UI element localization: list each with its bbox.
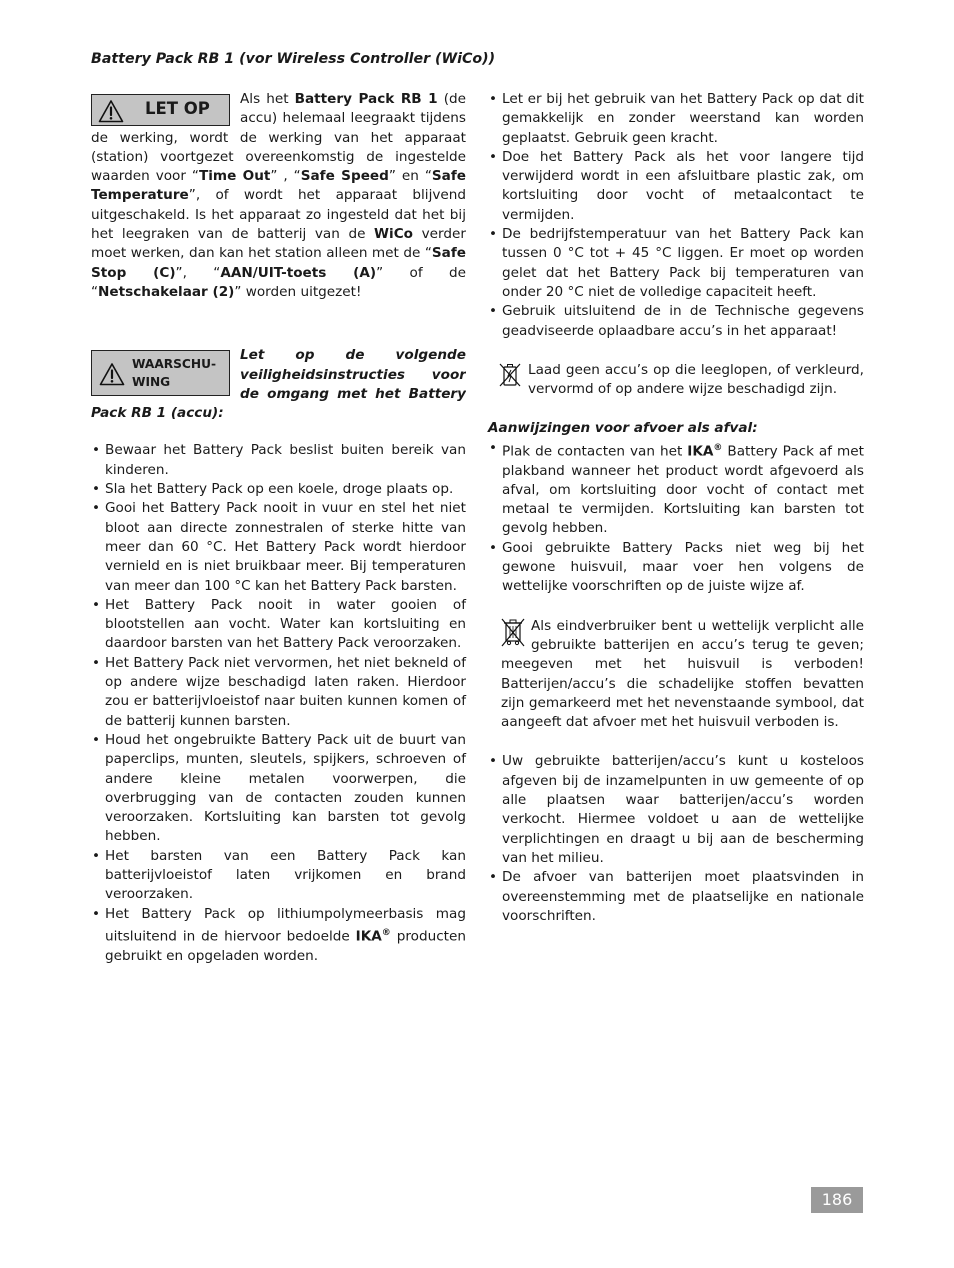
text: Het Battery Pack op lithiumpolymeerbasis mag uitsluitend in de hiervoor bedoelde <box>105 905 466 945</box>
text: producten gebruikt en opgeladen worden. <box>105 928 466 964</box>
spacer <box>91 306 466 346</box>
list-item: • Houd het ongebruikte Battery Pack uit de buurt van paperclips, munten, sleutels, spijkers, schroeven of andere kleine metalen voorwerpen, die overbrugging van de contacten zouden kunnen veroorzaken. Kortsluiting kan barsten tot gevolg hebben. <box>91 731 466 847</box>
list-item: • Sla het Battery Pack op een koele, droge plaats op. <box>91 480 466 499</box>
text: ”, of wordt het apparaat blijvend uitgeschakeld. Is het apparaat zo ingesteld dat het bij het leegraken van de batterij van de <box>91 187 466 243</box>
no-charge-note <box>488 361 864 400</box>
waarschuwing-label <box>132 356 216 391</box>
text: ” worden uitgezet! <box>234 283 362 300</box>
text: verder moet werken, dan kan het station alleen met de “ <box>91 226 466 262</box>
text: Als het <box>240 91 295 107</box>
registered-mark: ® <box>713 442 723 453</box>
text: Battery Pack af met plakband wanneer het product wordt afgevoerd als afval, om kortsluiting door vocht of contact met metaal te vermijden. Kortsluiting kan barsten tot gevolg hebben. <box>502 443 864 537</box>
right-column <box>488 90 864 926</box>
term: Netschakelaar (2) <box>98 283 235 300</box>
list-item: • Het Battery Pack nooit in water gooien of blootstellen aan vocht. Water kan kortsluiting en daardoor barsten van het Battery Pack veroorzaken. <box>91 596 466 654</box>
text: ” en “ <box>388 168 432 185</box>
warning-triangle-icon <box>98 99 124 123</box>
list-item: • De bedrijfstemperatuur van het Battery Pack kan tussen 0 °C tot + 45 °C liggen. Er moet op worden gelet dat het Battery Pack bij temperaturen van onder 20 °C niet de volledige capaciteit heeft. <box>488 225 864 302</box>
waarschuwing-intro: Let op de volgende veiligheidsinstructies voor de omgang met het Battery Pack RB 1 (accu): <box>91 347 466 422</box>
list-item: • Het Battery Pack niet vervormen, het niet bekneld of op andere wijze beschadigd laten raken. Hierdoor zou er batterijvloeistof naar buiten kunnen komen of de batterij kunnen barsten. <box>91 654 466 731</box>
term: Battery Pack RB 1 <box>294 91 438 107</box>
section-title: Battery Pack RB 1 (vor Wireless Controller (WiCo)) <box>91 51 496 67</box>
spacer <box>91 423 466 441</box>
spacer <box>488 341 864 361</box>
list-item: • Gooi gebruikte Battery Packs niet weg bij het gewone huisvuil, maar voer hen volgens de wettelijke voorschriften op de juiste wijze af. <box>488 539 864 597</box>
disposal-heading: Aanwijzingen voor afvoer als afval: <box>488 420 758 437</box>
list-item <box>488 439 864 539</box>
letop-notice <box>91 90 466 302</box>
letop-box <box>91 94 230 126</box>
text: ” , “ <box>270 168 301 185</box>
term: WiCo <box>374 226 414 243</box>
brand: IKA <box>355 928 382 945</box>
list-item <box>91 905 466 966</box>
list-item: • Bewaar het Battery Pack beslist buiten bereik van kinderen. <box>91 441 466 480</box>
brand: IKA <box>687 443 714 460</box>
list-item: • Let er bij het gebruik van het Battery Pack op dat dit gemakkelijk en zonder weerstand kan worden geplaatst. Gebruik geen kracht. <box>488 90 864 148</box>
safety-list <box>91 441 466 966</box>
left-column <box>91 90 466 966</box>
term: Safe Stop (C) <box>91 245 466 281</box>
no-charge-battery-icon <box>498 361 522 387</box>
label-line: WAARSCHU- <box>132 357 217 372</box>
bin-note <box>488 617 864 733</box>
note-text: Laad geen accu’s op die leeglopen, of verkleurd, vervormd of op andere wijze beschadigd zijn. <box>528 361 864 398</box>
spacer <box>488 732 864 752</box>
term: Safe Temperature <box>91 168 466 204</box>
list-item: • De afvoer van batterijen moet plaatsvinden in overeenstemming met de plaatselijke en nationale voorschriften. <box>488 868 864 926</box>
list-item: • Doe het Battery Pack als het voor langere tijd verwijderd wordt in een afsluitbare plastic zak, om kortsluiting door vocht of metaalcontact te vermijden. <box>488 148 864 225</box>
term: Time Out <box>198 168 271 185</box>
text: ” of de “ <box>91 264 466 300</box>
list-item: • Uw gebruikte batterijen/accu’s kunt u kosteloos afgeven bij de inzamelpunten in uw gemeente of op alle plaatsen waar batterijen/accu’s worden verkocht. Hiermee voldoet u aan de wettelijke verplichtingen en draagt u bij aan de bescherming van het milieu. <box>488 752 864 868</box>
list-item: • Gooi het Battery Pack nooit in vuur en stel het niet bloot aan directe zonnestralen of sterke hitte van meer dan 60 °C. Het Battery Pack wordt hierdoor vernield en is niet bruikbaar meer. Bij temperaturen van meer dan 100 °C kan het Battery Pack barsten. <box>91 499 466 595</box>
waarschuwing-notice <box>91 346 466 423</box>
registered-mark: ® <box>381 927 391 938</box>
list-item: • Het barsten van een Battery Pack kan batterijvloeistof laten vrijkomen en brand veroorzaken. <box>91 847 466 905</box>
spacer <box>488 399 864 419</box>
letop-label: LET OP <box>145 99 210 118</box>
term: AAN/UIT-toets (A) <box>220 264 377 281</box>
text: Plak de contacten van het <box>502 443 688 460</box>
return-list <box>488 752 864 926</box>
warning-triangle-icon <box>99 362 125 386</box>
text: ”, “ <box>175 264 221 281</box>
label-line: WING <box>132 374 171 389</box>
text: (de accu) helemaal leegraakt tijdens de werking, wordt de werking van het apparaat (station) voortgezet overeenkomstig de ingestelde waarden voor “ <box>91 91 466 185</box>
note-text: Als eindverbruiker bent u wettelijk verplicht alle gebruikte batterijen en accu’s terug te geven; meegeven met het huisvuil is verboden! Batterijen/accu’s die schadelijke stoffen bevatten zijn gemarkeerd met het nevenstaande symbool, dat aangeeft dat afvoer met het huisvuil verboden is. <box>501 617 864 731</box>
waarschuwing-box <box>91 350 230 396</box>
page-number: 186 <box>811 1187 863 1213</box>
spacer <box>488 597 864 617</box>
crossed-bin-icon <box>501 617 525 647</box>
usage-list <box>488 90 864 341</box>
list-item: • Gebruik uitsluitend de in de Technische gegevens geadviseerde oplaadbare accu’s in het apparaat! <box>488 302 864 341</box>
term: Safe Speed <box>300 168 389 185</box>
disposal-list <box>488 439 864 597</box>
